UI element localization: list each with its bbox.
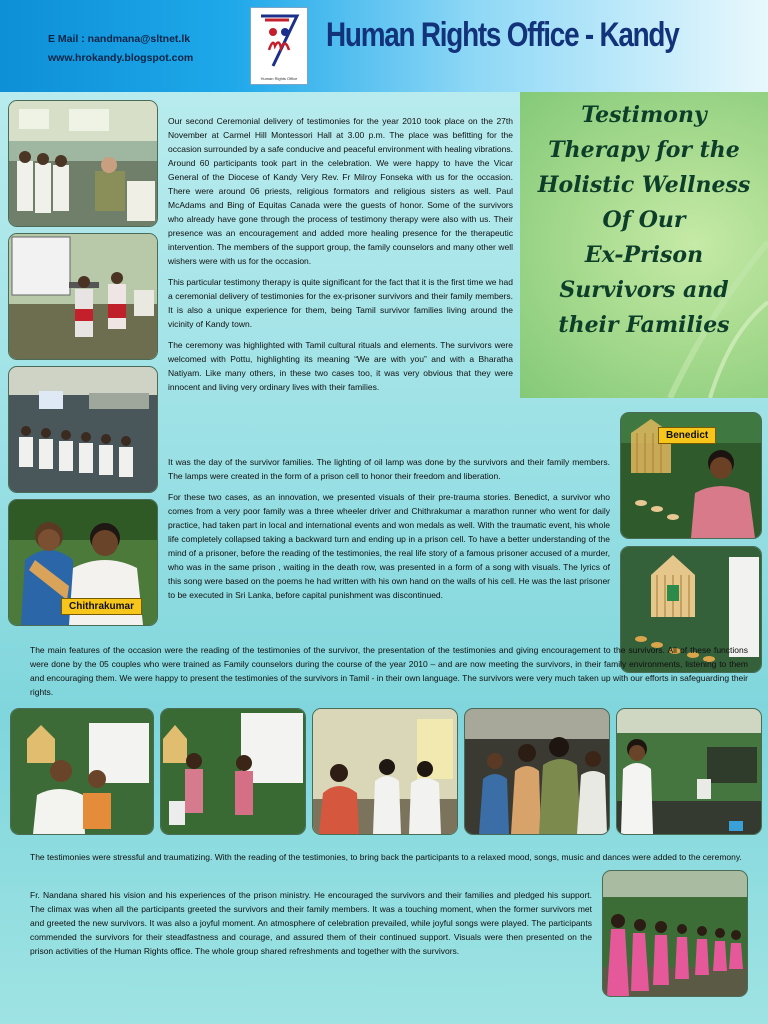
paragraph-fr-nandana: Fr. Nandana shared his vision and his experiences of the prison ministry. He encouraged the survivors and their families and pledged his support. The climax was when all the participants greeted the survivors and their family members. It was a touching moment, when the former survivors met and greeted the new survivors. It was also a joyful moment. An atmosphere of celebration prevailed, while joyful songs were played. The participants commended the survivors for their steadfastness and courage, and assured them of their continued support. Visuals were then presented on the prison activities of the Human Rights office. The whole group shared refreshments and together with the survivors. [30,890,592,956]
website-link[interactable]: www.hrokandy.blogspot.com [48,52,194,64]
logo-caption: Human Rights Office [260,76,298,81]
logo-emblem-icon [251,8,307,70]
paragraph-tamil-rituals: The ceremony was highlighted with Tamil cultural rituals and elements. The survivors were welcomed with Pottu, highlighting its meaning “We are with you” and with a Bharatha Natiyam. Like many others, in these two cases too, it was very obvious that they were innocent and living very ordinary lives with their families. [168,340,513,392]
photo-chithrakumar [8,499,158,626]
paragraph-survivor-families: It was the day of the survivor families. The lighting of oil lamp was done by the survivors and their family members. The lamps were created in the form of a prison cell to honor their freedom and liberation. [168,457,610,481]
photo-fr-nandana-speaking [616,708,762,835]
paragraph-ceremonial-delivery: Our second Ceremonial delivery of testimonies for the year 2010 took place on the 27th November at Carmel Hill Montessori Hall at 3.00 p.m. The place was befitting for the occasion surrounded by a safe conducive and peaceful environment with healing vibrations. Around 60 participants took part in the celebration. We were happy to have the Vicar General of the Diocese of Kandy Very Rev. Fr Milroy Fonseka with us for the occasion. There were around 06 priests, religious formators and religious sisters as well. Paul McAdams and Bing of Equitas Canada were the guests of honor. Some of the survivors who already have gone through the process of testimony therapy were also with us. Their presence was an encouragement and added more healing presence for the therapeutic intervention. The members of the support group, the family counselors and many other well wishers were with us for the occasion. [168,116,513,266]
paragraph-main-features: The main features of the occasion were the reading of the testimonies of the survivor, the presentation of the testimonies and giving encouragement to the survivors. All of these functions were done by the 05 couples who were trained as Family counselors during the course of the year 2010 – and are now meeting the survivors, in their family environments, listening to them and encouraging them. We were happy to present the testimonies of the survivors in Tamil - in their own language. The survivors were very much taken up with our efforts in safeguarding their rights. [30,645,748,697]
photo-presentation-handover [160,708,306,835]
article-middle [168,455,610,602]
benedict-label: Benedict [658,427,716,444]
photo-group-greeting [312,708,458,835]
photo-dance-performance [8,233,158,360]
photo-girls-dance [602,870,748,997]
chithrakumar-label: Chithrakumar [61,598,142,615]
paragraph-pre-trauma: For these two cases, as an innovation, we presented visuals of their pre-trauma stories. Benedict, a survivor who comes from a very poor family was a three wheeler driver and Chithrakumar a marathon runner who went for daily practice, had taken part in local and international events and won medals as well. With the traumatic event, his whole life completely collapsed taking a backward turn and ending up in a prison cell. To have a better understanding of the mind of a prisoner, before the reading of the testimonies, the real life story of a famous prisoner accused of a murder, who was in the same prison , waiting in the death row, was presented in a form of a song with visuals. The lyrics of this song were based on the poems he had written with his own hand on the walls of his cell. He was the last prisoner to be executed in Sri Lanka, before capital punishment was discontinued. [168,492,610,600]
photo-hall-audience [8,366,158,493]
paragraph-significance: This particular testimony therapy is quite significant for the fact that it is the first time we had a ceremonial delivery of testimonies for the ex-prisoner survivors and their family members. It is also a unique experience for them, being Tamil survivor families living around the vicinity of Kandy town. [168,277,513,329]
photo-audience-seated [8,100,158,227]
article-top [168,114,513,394]
feature-title-panel [520,92,768,398]
article-closing [30,888,592,958]
organization-logo [250,7,308,85]
article-bottom [30,850,748,864]
email-text: E Mail : nandmana@sltnet.lk [48,33,191,45]
paragraph-stressful: The testimonies were stressful and traumatizing. With the reading of the testimonies, to bring back the participants to a relaxed mood, songs, music and dances were added to the ceremony. [30,852,742,862]
page-header [0,0,768,92]
photo-reading-testimony [10,708,154,835]
article-main-features [30,643,748,699]
photo-crowd-greeting [464,708,610,835]
contact-info [48,30,193,68]
site-title: Human Rights Office - Kandy [326,16,679,54]
feature-title: Testimony Therapy for the Holistic Wellness Of Our Ex-Prison Survivors and their Families [537,102,751,338]
photo-benedict [620,412,762,539]
